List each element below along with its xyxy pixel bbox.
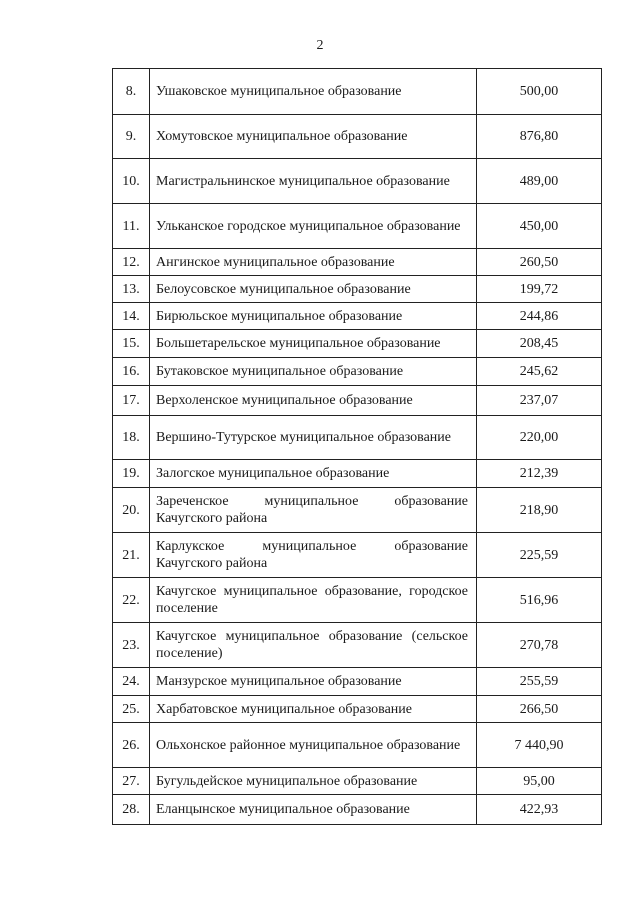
- row-number: 11.: [113, 204, 150, 249]
- table-row: [113, 249, 602, 276]
- row-number: 28.: [113, 795, 150, 825]
- allocation-value: 225,59: [477, 533, 602, 578]
- allocation-value: 422,93: [477, 795, 602, 825]
- allocation-value: 220,00: [477, 416, 602, 460]
- allocation-value: 489,00: [477, 159, 602, 204]
- allocation-value: 255,59: [477, 668, 602, 696]
- municipality-name: Харбатовское муниципальное образование: [150, 696, 477, 723]
- municipality-name: Качугское муниципальное образование (сельское поселение): [150, 623, 477, 668]
- municipality-name: Большетарельское муниципальное образование: [150, 330, 477, 358]
- row-number: 13.: [113, 276, 150, 303]
- row-number: 12.: [113, 249, 150, 276]
- municipality-name: Еланцынское муниципальное образование: [150, 795, 477, 825]
- municipality-name: Ольхонское районное муниципальное образование: [150, 723, 477, 768]
- municipality-name: Белоусовское муниципальное образование: [150, 276, 477, 303]
- allocation-value: 237,07: [477, 386, 602, 416]
- row-number: 24.: [113, 668, 150, 696]
- table-row: [113, 460, 602, 488]
- allocation-value: 876,80: [477, 115, 602, 159]
- municipality-name: Манзурское муниципальное образование: [150, 668, 477, 696]
- table-row: [113, 533, 602, 578]
- table-row: [113, 303, 602, 330]
- table-body: [113, 69, 602, 825]
- allocation-value: 260,50: [477, 249, 602, 276]
- table-row: [113, 330, 602, 358]
- municipality-name: Верхоленское муниципальное образование: [150, 386, 477, 416]
- municipality-name: Бугульдейское муниципальное образование: [150, 768, 477, 795]
- municipality-name: Хомутовское муниципальное образование: [150, 115, 477, 159]
- table-row: [113, 204, 602, 249]
- row-number: 15.: [113, 330, 150, 358]
- row-number: 10.: [113, 159, 150, 204]
- allocation-value: 245,62: [477, 358, 602, 386]
- allocation-value: 212,39: [477, 460, 602, 488]
- allocation-value: 270,78: [477, 623, 602, 668]
- row-number: 8.: [113, 69, 150, 115]
- row-number: 20.: [113, 488, 150, 533]
- row-number: 22.: [113, 578, 150, 623]
- allocation-value: 218,90: [477, 488, 602, 533]
- table-row: [113, 723, 602, 768]
- municipality-name: Качугское муниципальное образование, городское поселение: [150, 578, 477, 623]
- municipality-name: Карлукское муниципальное образование Качугского района: [150, 533, 477, 578]
- municipality-name: Бутаковское муниципальное образование: [150, 358, 477, 386]
- row-number: 23.: [113, 623, 150, 668]
- allocation-value: 244,86: [477, 303, 602, 330]
- allocation-value: 450,00: [477, 204, 602, 249]
- table-row: [113, 768, 602, 795]
- table-row: [113, 578, 602, 623]
- row-number: 27.: [113, 768, 150, 795]
- table-row: [113, 696, 602, 723]
- allocation-value: 95,00: [477, 768, 602, 795]
- municipality-name: Залогское муниципальное образование: [150, 460, 477, 488]
- allocation-value: 199,72: [477, 276, 602, 303]
- allocation-value: 516,96: [477, 578, 602, 623]
- allocation-value: 7 440,90: [477, 723, 602, 768]
- table-row: [113, 159, 602, 204]
- allocation-value: 266,50: [477, 696, 602, 723]
- municipality-name: Бирюльское муниципальное образование: [150, 303, 477, 330]
- row-number: 16.: [113, 358, 150, 386]
- municipality-name: Ангинское муниципальное образование: [150, 249, 477, 276]
- row-number: 19.: [113, 460, 150, 488]
- municipality-name: Магистральнинское муниципальное образование: [150, 159, 477, 204]
- allocation-table: [112, 68, 602, 825]
- allocation-value: 500,00: [477, 69, 602, 115]
- page-number: 2: [316, 38, 324, 53]
- municipality-name: Ушаковское муниципальное образование: [150, 69, 477, 115]
- table-row: [113, 69, 602, 115]
- row-number: 17.: [113, 386, 150, 416]
- row-number: 21.: [113, 533, 150, 578]
- row-number: 9.: [113, 115, 150, 159]
- table-row: [113, 115, 602, 159]
- row-number: 26.: [113, 723, 150, 768]
- table-row: [113, 276, 602, 303]
- allocation-value: 208,45: [477, 330, 602, 358]
- table-row: [113, 488, 602, 533]
- table-row: [113, 668, 602, 696]
- municipality-name: Вершино-Тутурское муниципальное образование: [150, 416, 477, 460]
- table-row: [113, 358, 602, 386]
- municipality-name: Ульканское городское муниципальное образование: [150, 204, 477, 249]
- row-number: 14.: [113, 303, 150, 330]
- row-number: 25.: [113, 696, 150, 723]
- table-row: [113, 795, 602, 825]
- row-number: 18.: [113, 416, 150, 460]
- table-row: [113, 623, 602, 668]
- table-row: [113, 386, 602, 416]
- municipality-name: Зареченское муниципальное образование Качугского района: [150, 488, 477, 533]
- table-row: [113, 416, 602, 460]
